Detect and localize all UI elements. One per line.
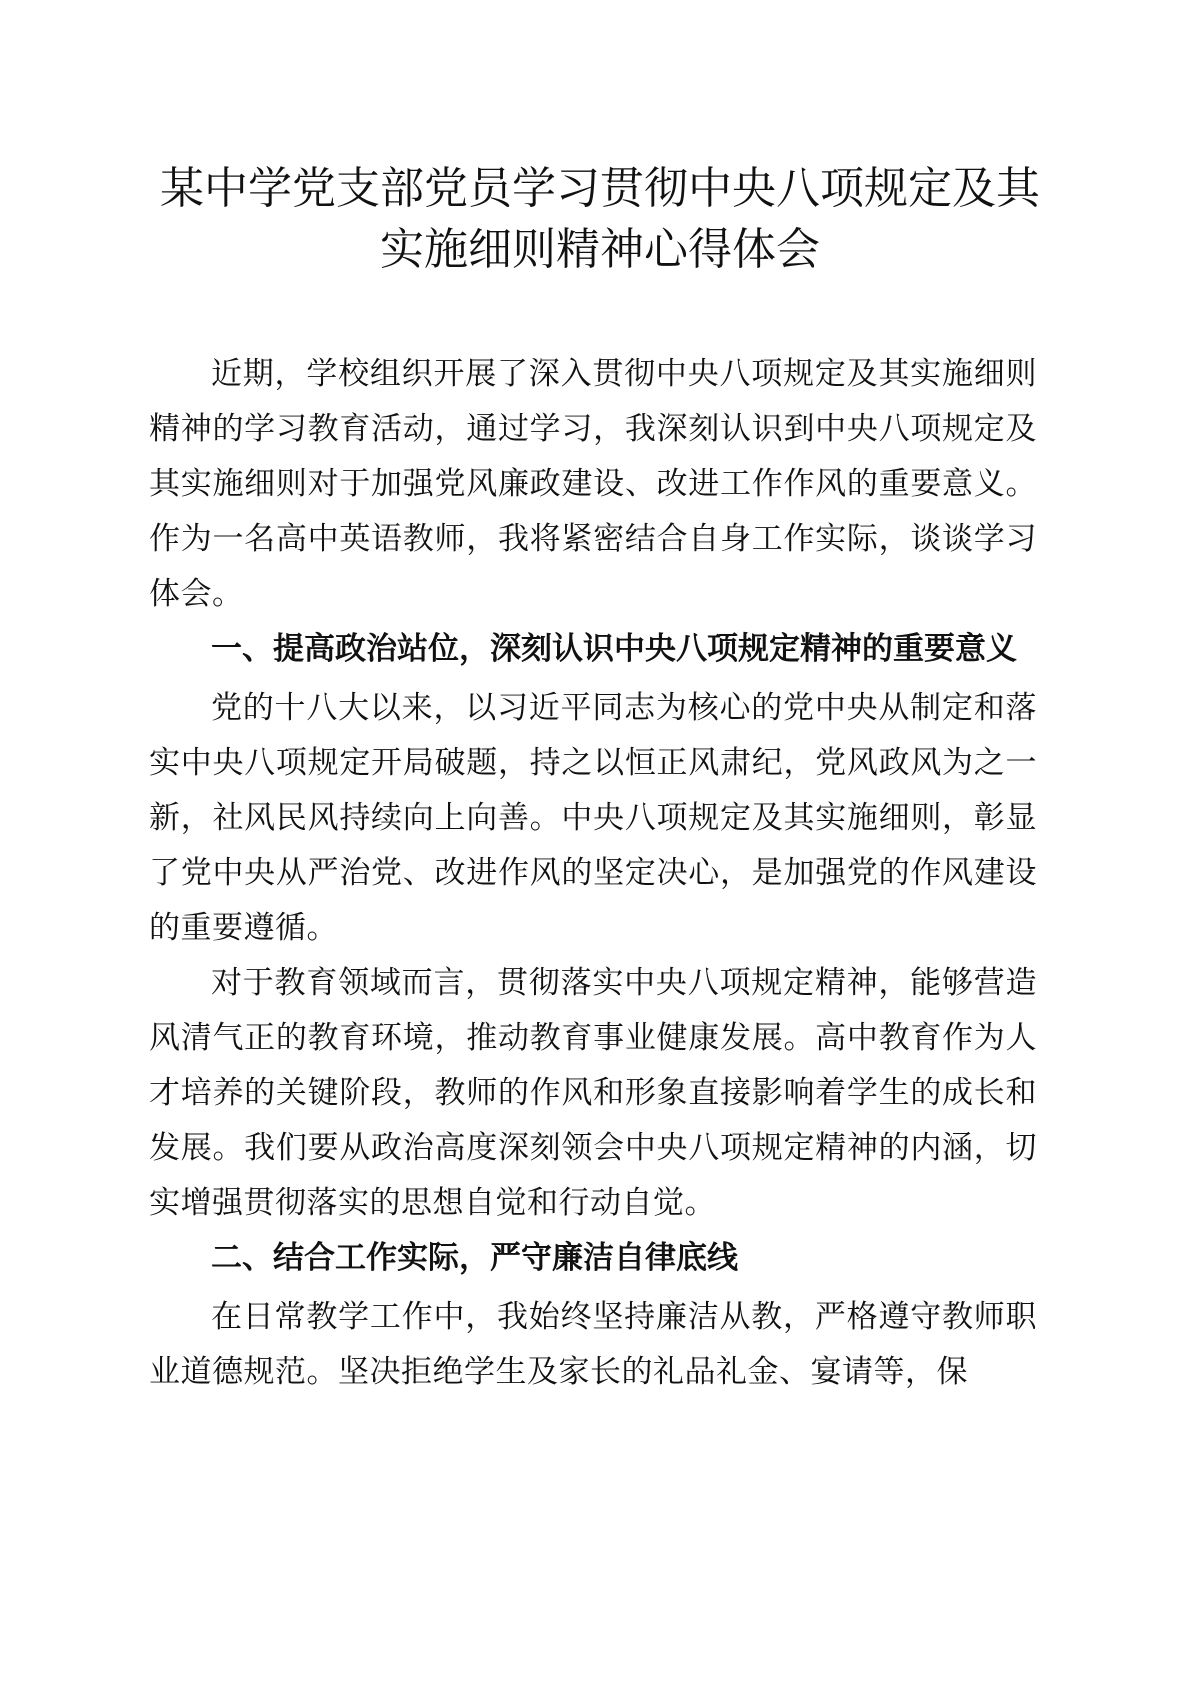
document-title: 某中学党支部党员学习贯彻中央八项规定及其实施细则精神心得体会 xyxy=(160,163,1040,275)
paragraph-section1-2: 对于教育领域而言，贯彻落实中央八项规定精神，能够营造风清气正的教育环境，推动教育事业健康发展。高中教育作为人才培养的关键阶段，教师的作风和形象直接影响着学生的成长和发展。我们要从政治高度深刻领会中央八项规定精神的内涵，切实增强贯彻落实的思想自觉和行动自觉。 xyxy=(149,965,1037,1221)
paragraph-intro: 近期，学校组织开展了深入贯彻中央八项规定及其实施细则精神的学习教育活动，通过学习，我深刻认识到中央八项规定及其实施细则对于加强党风廉政建设、改进工作作风的重要意义。作为一名高中英语教师，我将紧密结合自身工作实际，谈谈学习体会。 xyxy=(149,356,1037,612)
paragraph-section1-1: 党的十八大以来，以习近平同志为核心的党中央从制定和落实中央八项规定开局破题，持之以恒正风肃纪，党风政风为之一新，社风民风持续向上向善。中央八项规定及其实施细则，彰显了党中央从严治党、改进作风的坚定决心，是加强党的作风建设的重要遵循。 xyxy=(149,690,1037,946)
section-heading-1: 一、提高政治站位，深刻认识中央八项规定精神的重要意义 xyxy=(211,631,1017,667)
paragraph-section2-1: 在日常教学工作中，我始终坚持廉洁从教，严格遵守教师职业道德规范。坚决拒绝学生及家长的礼品礼金、宴请等，保 xyxy=(149,1299,1037,1390)
section-heading-2: 二、结合工作实际，严守廉洁自律底线 xyxy=(211,1240,738,1276)
document-body xyxy=(149,347,1037,1400)
